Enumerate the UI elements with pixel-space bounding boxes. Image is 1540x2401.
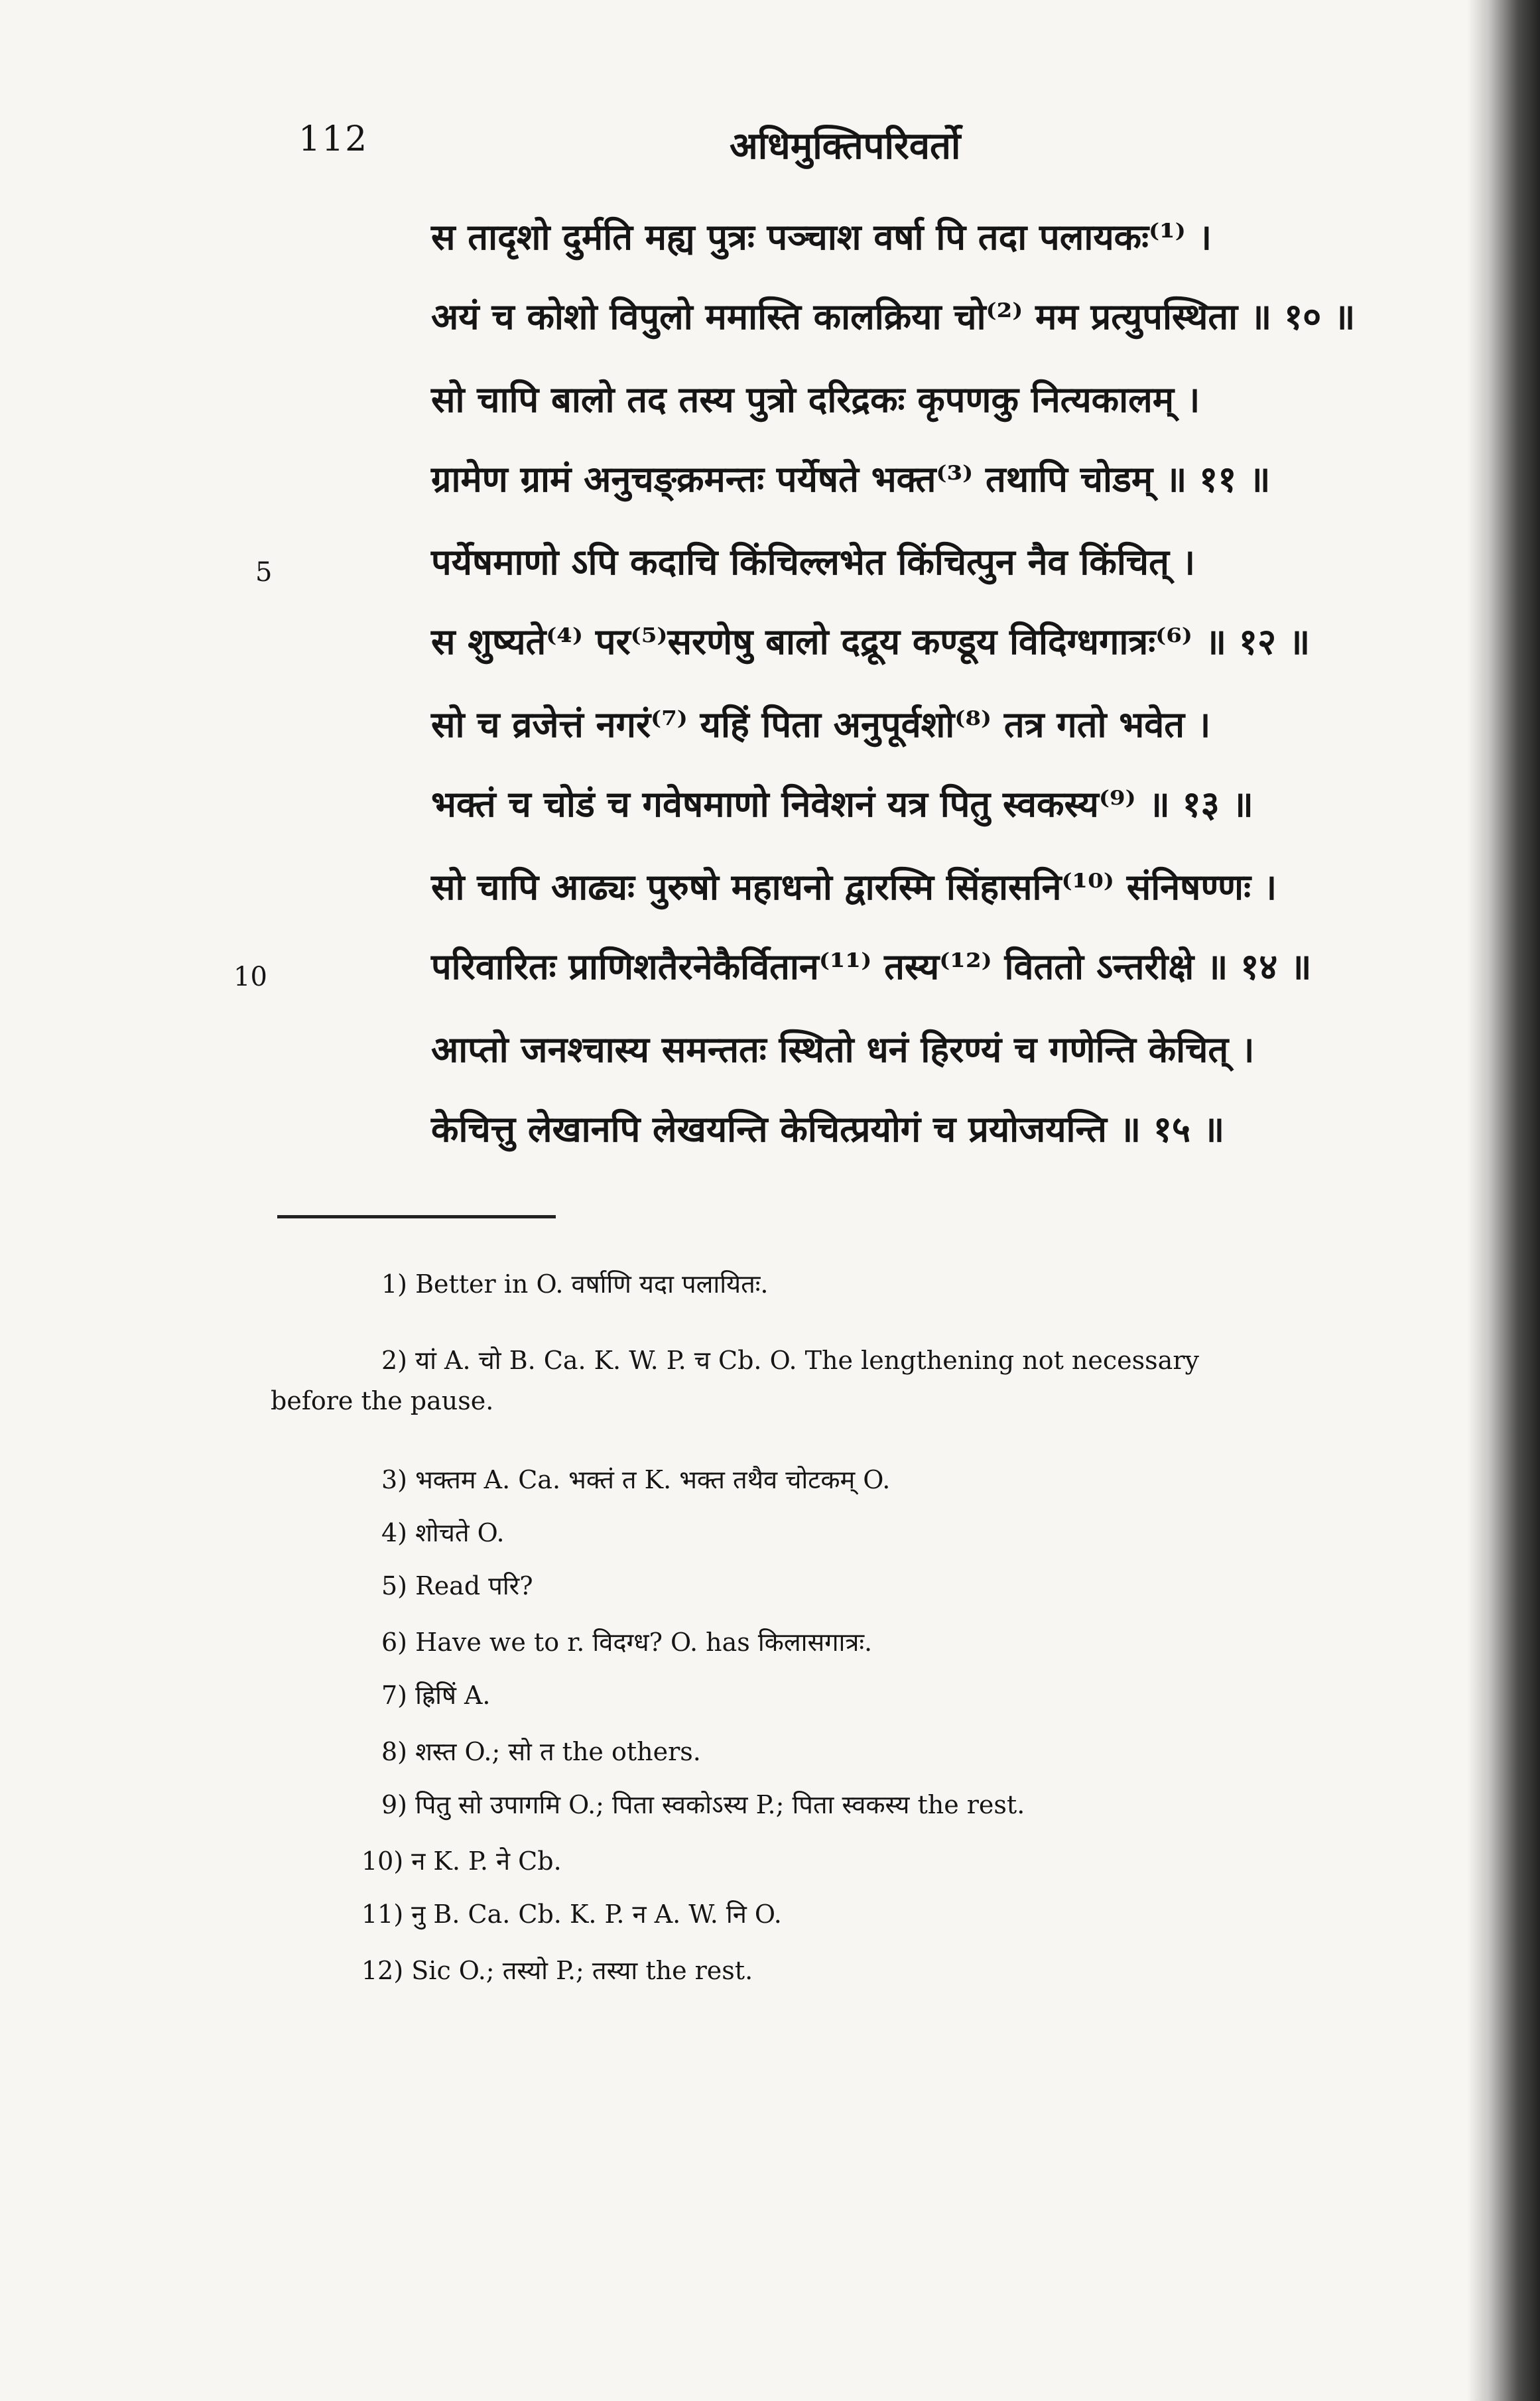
footnote: 10) न K. P. ने Cb. bbox=[361, 1847, 562, 1876]
verse-line: सो चापि आढ्यः पुरुषो महाधनो द्वारस्मि सिंहासनि⁽¹⁰⁾ संनिषण्णः । bbox=[431, 866, 1277, 908]
footnote: 6) Have we to r. विदग्ध? O. has किलासगात्रः. bbox=[381, 1628, 873, 1657]
verse-line: केचित्तु लेखानपि लेखयन्ति केचित्प्रयोगं च प्रयोजयन्ति ॥ १५ ॥ bbox=[431, 1108, 1225, 1150]
line-number-10: 10 bbox=[233, 962, 267, 992]
verse-line: सो चापि बालो तद तस्य पुत्रो दरिद्रकः कृपणकु नित्यकालम् । bbox=[431, 378, 1200, 421]
verse-line: ग्रामेण ग्रामं अनुचङ्क्रमन्तः पर्येषते भक्त⁽³⁾ तथापि चोडम् ॥ ११ ॥ bbox=[431, 458, 1271, 500]
verse-line: स तादृशो दुर्मति मह्य पुत्रः पञ्चाश वर्षा पि तदा पलायकः⁽¹⁾ । bbox=[431, 216, 1212, 258]
footnote: 4) शोचते O. bbox=[381, 1518, 505, 1547]
line-number-5: 5 bbox=[255, 557, 273, 588]
footnote: 7) ह्रिषिं A. bbox=[381, 1681, 491, 1710]
footnote-rule bbox=[277, 1215, 556, 1218]
footnote: 1) Better in O. वर्षाणि यदा पलायितः. bbox=[381, 1269, 769, 1299]
verse-line: भक्तं च चोडं च गवेषमाणो निवेशनं यत्र पितु स्वकस्य⁽⁹⁾ ॥ १३ ॥ bbox=[431, 783, 1253, 825]
page-number: 112 bbox=[298, 119, 369, 159]
footnote: 11) नु B. Ca. Cb. K. P. न A. W. नि O. bbox=[361, 1900, 782, 1929]
footnote: 5) Read परि? bbox=[381, 1571, 533, 1600]
verse-line: परिवारितः प्राणिशतैरनेकैर्वितान⁽¹¹⁾ तस्य⁽¹²⁾ विततो ऽन्तरीक्षे ॥ १४ ॥ bbox=[431, 945, 1312, 988]
verse-line: आप्तो जनश्चास्य समन्ततः स्थितो धनं हिरण्यं च गणेन्ति केचित् । bbox=[431, 1028, 1255, 1071]
verse-line: पर्येषमाणो ऽपि कदाचि किंचिल्लभेत किंचित्पुन नैव किंचित् । bbox=[431, 541, 1196, 583]
verse-line: अयं च कोशो विपुलो ममास्ति कालक्रिया चो⁽²⁾ मम प्रत्युपस्थिता ॥ १० ॥ bbox=[431, 295, 1356, 338]
verse-line: स शुष्यते⁽⁴⁾ पर⁽⁵⁾सरणेषु बालो दद्रूय कण्डूय विदिग्धगात्रः⁽⁶⁾ ॥ १२ ॥ bbox=[431, 620, 1311, 663]
footnote: 2) यां A. चो B. Ca. K. W. P. च Cb. O. The lengthening not necessary bbox=[381, 1346, 1199, 1375]
footnote: 8) शस्त O.; सो त the others. bbox=[381, 1737, 701, 1766]
running-head: अधिमुक्तिपरिवर्तो bbox=[730, 124, 961, 168]
verse-line: सो च व्रजेत्तं नगरं⁽⁷⁾ यहिं पिता अनुपूर्वशो⁽⁸⁾ तत्र गतो भवेत । bbox=[431, 703, 1211, 746]
footnote: 3) भक्तम A. Ca. भक्तं त K. भक्त तथैव चोटकम् O. bbox=[381, 1465, 891, 1494]
footnote: 9) पितु सो उपागमि O.; पिता स्वकोऽस्य P.; पिता स्वकस्य the rest. bbox=[381, 1790, 1025, 1819]
footnote: 12) Sic O.; तस्यो P.; तस्या the rest. bbox=[361, 1956, 753, 1985]
footnote-continuation: before the pause. bbox=[271, 1386, 494, 1415]
page-edge-shadow bbox=[1467, 0, 1540, 2401]
